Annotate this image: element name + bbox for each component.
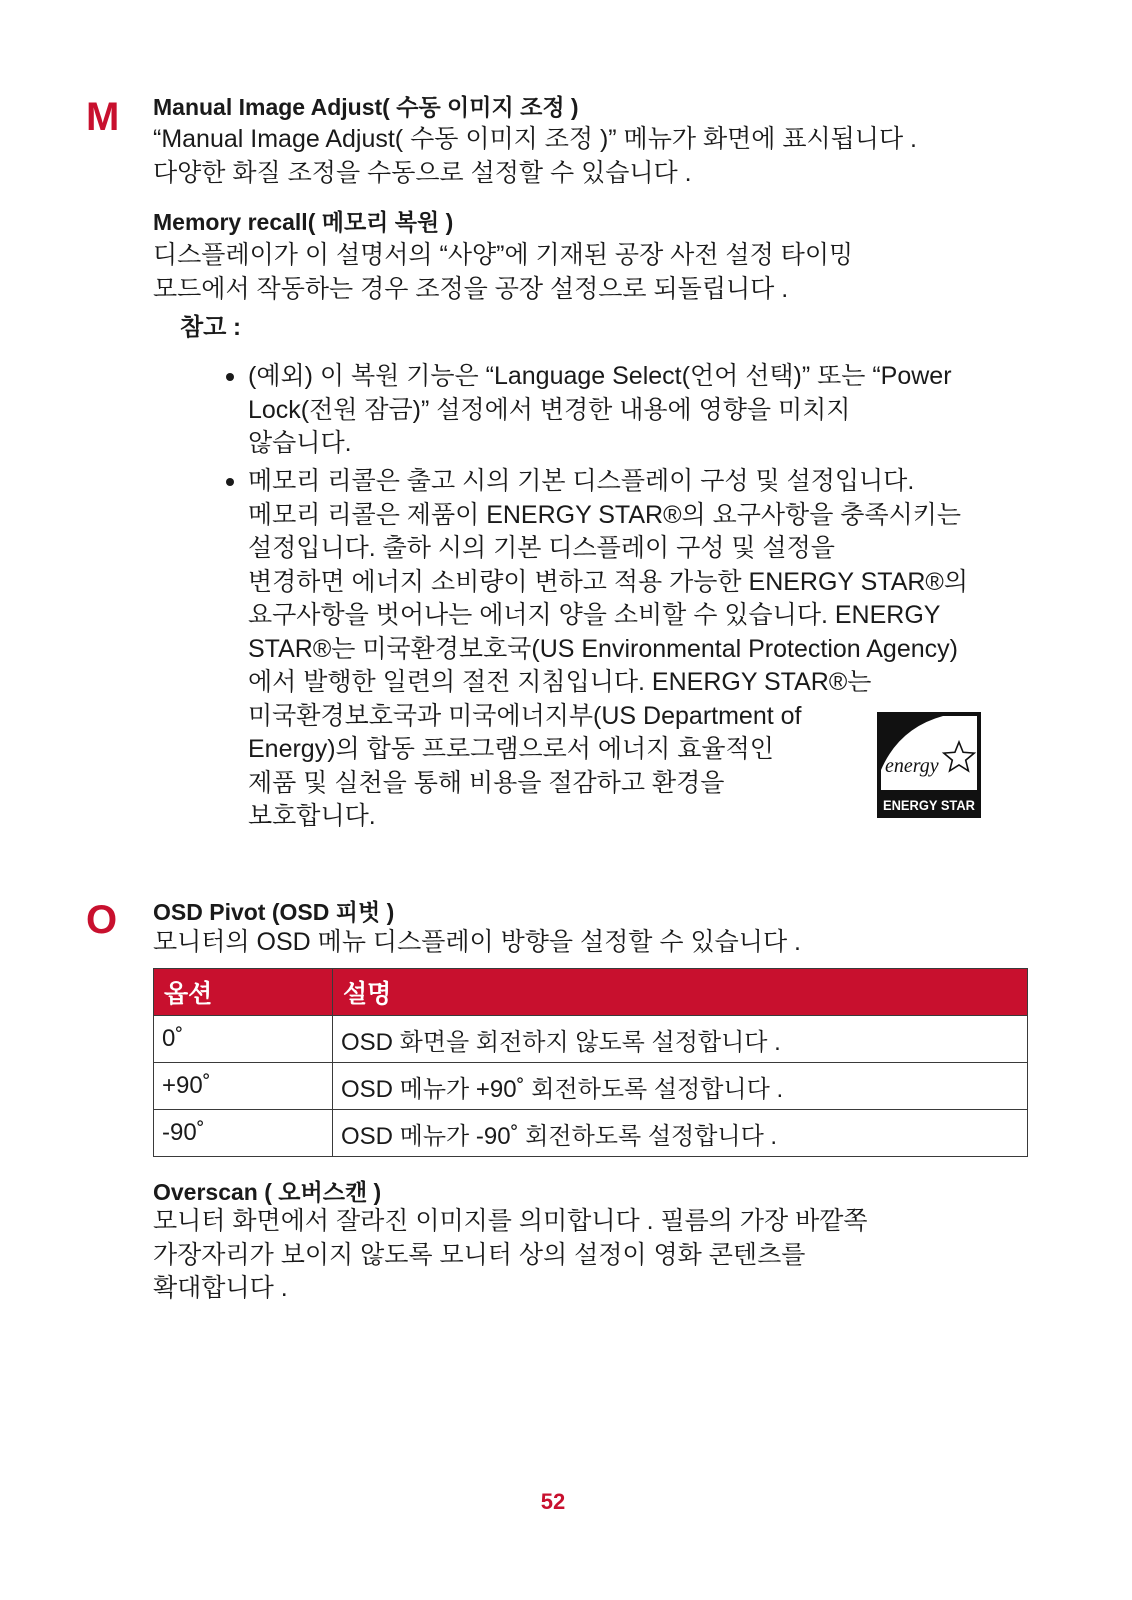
bullet-line: Lock(전원 잠금)” 설정에서 변경한 내용에 영향을 미치지 — [248, 395, 851, 424]
bullet-line: 설정입니다. 출하 시의 기본 디스플레이 구성 및 설정을 — [248, 534, 835, 562]
bullet-text — [248, 465, 968, 834]
bullet-line: 에서 발행한 일련의 절전 지침입니다. ENERGY STAR®는 — [248, 668, 872, 696]
table-cell-option: -90˚ — [154, 1110, 333, 1157]
body-line: 모드에서 작동하는 경우 조정을 공장 설정으로 되돌립니다 . — [153, 274, 789, 303]
section-marker-m: M — [86, 95, 120, 139]
section-body-osd-pivot — [153, 926, 801, 960]
table-header-row — [154, 969, 1028, 1016]
section-body-manual-image-adjust — [153, 123, 917, 190]
bullet-text — [248, 360, 952, 461]
section-title-manual-image-adjust: Manual Image Adjust( 수동 이미지 조정 ) — [153, 94, 579, 120]
body-line: 모니터의 OSD 메뉴 디스플레이 방향을 설정할 수 있습니다 . — [153, 928, 801, 956]
table-cell-description: OSD 화면을 회전하지 않도록 설정합니다 . — [333, 1016, 1028, 1063]
body-line: 모니터 화면에서 잘라진 이미지를 의미합니다 . 필름의 가장 바깥쪽 — [153, 1207, 868, 1235]
bullet-line: 메모리 리콜은 출고 시의 기본 디스플레이 구성 및 설정입니다. — [248, 467, 915, 495]
page-number: 52 — [540, 1489, 566, 1514]
energy-star-logo — [877, 712, 981, 818]
section-marker-o: O — [86, 898, 118, 942]
bullet-line: 요구사항을 벗어나는 에너지 양을 소비할 수 있습니다. ENERGY — [248, 601, 941, 629]
table-cell-option: 0˚ — [154, 1016, 333, 1063]
body-line: 가장자리가 보이지 않도록 모니터 상의 설정이 영화 콘텐츠를 — [153, 1240, 806, 1269]
table-header-description: 설명 — [333, 969, 1028, 1016]
table-row — [154, 1110, 1028, 1157]
bullet-icon — [226, 478, 234, 486]
section-title-osd-pivot: OSD Pivot (OSD 피벗 ) — [153, 899, 395, 925]
bullet-line: 미국환경보호국과 미국에너지부(US Department of — [248, 701, 802, 730]
osd-pivot-options-table — [153, 968, 1028, 1157]
body-line: “Manual Image Adjust( 수동 이미지 조정 )” 메뉴가 화면에 표시됩니다 . — [153, 125, 917, 153]
section-body-overscan — [153, 1205, 868, 1306]
bullet-line: STAR®는 미국환경보호국(US Environmental Protection Agency) — [248, 634, 958, 663]
bullet-line: 않습니다. — [248, 429, 352, 457]
body-line: 다양한 화질 조정을 수동으로 설정할 수 있습니다 . — [153, 158, 692, 187]
bullet-icon — [226, 373, 234, 381]
table-header-option: 옵션 — [154, 969, 333, 1016]
section-title-memory-recall: Memory recall( 메모리 복원 ) — [153, 209, 454, 235]
bullet-line: 메모리 리콜은 제품이 ENERGY STAR®의 요구사항을 충족시키는 — [248, 500, 962, 529]
table-row — [154, 1016, 1028, 1063]
table-cell-option: +90˚ — [154, 1063, 333, 1110]
section-title-overscan: Overscan ( 오버스캔 ) — [153, 1179, 382, 1205]
table-cell-description: OSD 메뉴가 -90˚ 회전하도록 설정합니다 . — [333, 1110, 1028, 1157]
bullet-line: 변경하면 에너지 소비량이 변하고 적용 가능한 ENERGY STAR®의 — [248, 567, 968, 596]
logo-script-text: energy — [885, 755, 939, 777]
note-label: 참고 : — [180, 314, 242, 341]
table-cell-description: OSD 메뉴가 +90˚ 회전하도록 설정합니다 . — [333, 1063, 1028, 1110]
table-row — [154, 1063, 1028, 1110]
bullet-line: Energy)의 합동 프로그램으로서 에너지 효율적인 — [248, 735, 774, 763]
body-line: 확대합니다 . — [153, 1274, 288, 1302]
body-line: 디스플레이가 이 설명서의 “사양”에 기재된 공장 사전 설정 타이밍 — [153, 241, 854, 269]
logo-band-text: ENERGY STAR — [883, 798, 976, 813]
bullet-line: 보호합니다. — [248, 802, 376, 830]
bullet-line: (예외) 이 복원 기능은 “Language Select(언어 선택)” 또는 “Power — [248, 362, 952, 390]
bullet-line: 제품 및 실천을 통해 비용을 절감하고 환경을 — [248, 768, 725, 797]
section-body-memory-recall — [153, 239, 853, 306]
